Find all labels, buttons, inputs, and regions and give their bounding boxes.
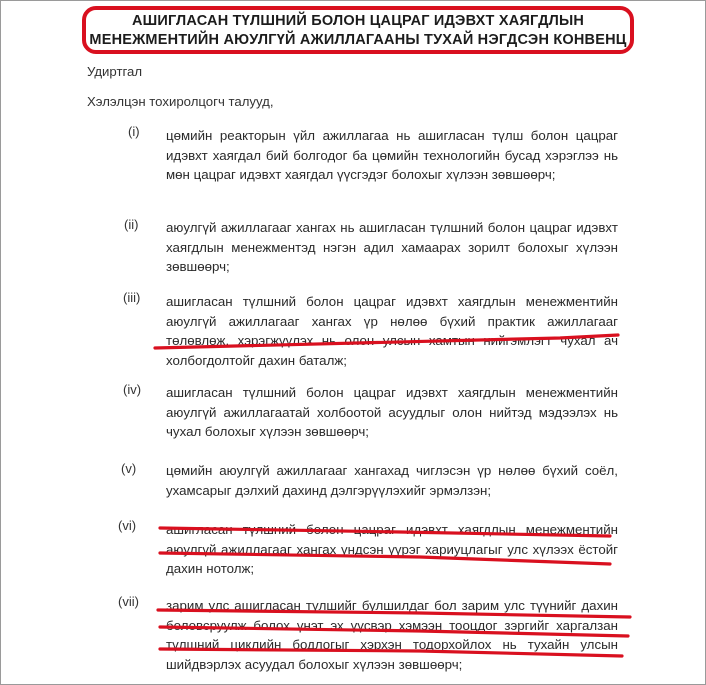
parties-line: Хэлэлцэн тохиролцогч талууд,	[87, 94, 274, 109]
item-number-vi: (vi)	[118, 518, 137, 533]
preamble-heading: Удиртгал	[87, 64, 143, 79]
document-title-line-2: МЕНЕЖМЕНТИЙН АЮУЛГҮЙ АЖИЛЛАГААНЫ ТУХАЙ НЭГДСЭН КОНВЕНЦ	[89, 32, 627, 48]
item-text-ii: аюулгүй ажиллагааг хангах нь ашигласан түлшний болон цацраг идэвхт хаягдлын менежментэд нэгэн адил хамаарах зорилт болохыг хүлээн зөвшөөрч;	[166, 220, 618, 274]
item-text-vi: ашигласан түлшний болон цацраг идэвхт хаягдлын менежментийн аюулгүй ажиллагааг хангах үндсэн үүрэг хариуцлагыг улс хүлээх ёстойг дахин нотолж;	[166, 522, 618, 576]
item-text-i: цөмийн реакторын үйл ажиллагаа нь ашигласан түлш болон цацраг идэвхт хаягдал бий болгодог ба цөмийн технологийн бусад хэрэглээ нь мөн цацраг идэвхт хаягдал үүсгэдэг болохыг хүлээн зөвшөөрч;	[166, 128, 618, 182]
item-text-iii: ашигласан түлшний болон цацраг идэвхт хаягдлын менежментийн аюулгүй ажиллагааг хангах үр нөлөө бүхий практик ажиллагааг төлөвлөж, хэрэгжүүлэх нь олон улсын хамтын нийгэмлэгт чухал ач холбогдолтойг дахин баталж;	[166, 294, 618, 368]
item-number-v: (v)	[121, 461, 137, 476]
document-title-line-1: АШИГЛАСАН ТҮЛШНИЙ БОЛОН ЦАЦРАГ ИДЭВХТ ХАЯГДЛЫН	[131, 13, 585, 29]
item-text-iv: ашигласан түлшний болон цацраг идэвхт хаягдлын менежментийн аюулгүй ажиллагаатай холбоотой асуудлыг олон нийтэд мэдээлэх нь чухал болохыг хүлээн зөвшөөрч;	[166, 385, 618, 439]
item-text-vii: зарим улс ашигласан түлшийг булшилдаг бол зарим улс түүнийг дахин боловсруулж болох үнэт эх үүсвэр хэмээн тооцдог зэргийг харгалзан түлшний циклийн бодлогыг хэрхэн тодорхойлох нь тухайн улсын шийдвэрлэх асуудал болохыг хүлээн зөвшөөрч;	[166, 598, 618, 672]
item-number-i: (i)	[128, 124, 140, 139]
item-number-iii: (iii)	[123, 290, 141, 305]
item-number-iv: (iv)	[123, 382, 142, 397]
item-text-v: цөмийн аюулгүй ажиллагааг хангахад чиглэсэн үр нөлөө бүхий соёл, ухамсарыг дэлхий дахинд дэлгэрүүлэхийг эрмэлзэн;	[166, 463, 618, 498]
item-number-ii: (ii)	[124, 217, 139, 232]
item-number-vii: (vii)	[118, 594, 139, 609]
